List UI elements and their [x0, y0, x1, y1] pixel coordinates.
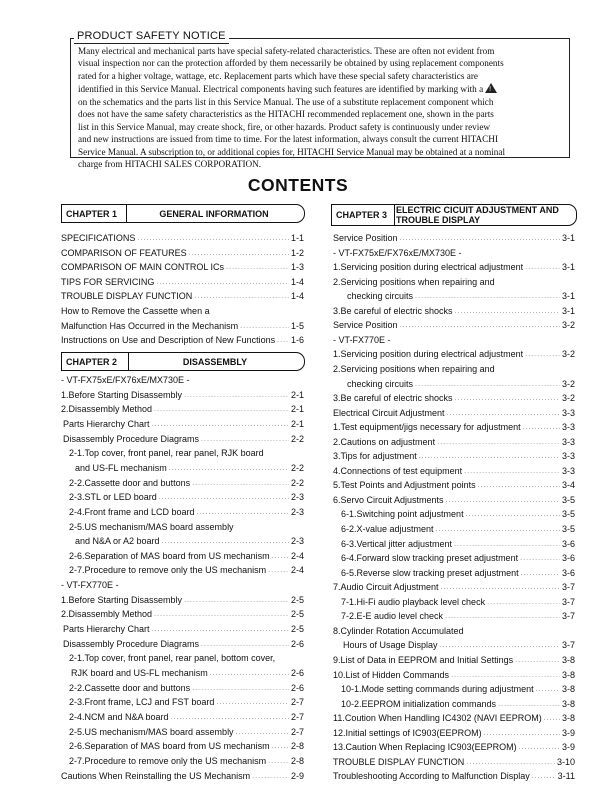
chapter-2-number: CHAPTER 2: [62, 353, 129, 370]
toc-entry-label: TROUBLE DISPLAY FUNCTION: [333, 756, 465, 767]
toc-entry-label: 1.Before Starting Disassembly: [61, 389, 183, 400]
toc-entry: [333, 699, 575, 711]
toc-entry-label: 6.Servo Circuit Adjustments: [333, 494, 444, 505]
safety-notice-line: Service Manual. A subscription to, or additional copies for, HITACHI Service Manual may be obtained at a nominal: [78, 146, 506, 157]
toc-entry-page: 3-2: [561, 320, 575, 331]
toc-entry-label: 2-4.NCM and N&A board: [69, 711, 169, 722]
toc-entry: [333, 437, 575, 449]
toc-entry-label: 4.Connections of test equipment: [333, 465, 463, 476]
toc-entry-page: 3-5: [561, 509, 575, 520]
toc-entry-page: 2-5: [290, 594, 304, 605]
warning-triangle-icon: [485, 83, 497, 93]
toc-leader-dots: [137, 237, 289, 243]
toc-entry-label: 7-2.E-E audio level check: [341, 611, 444, 622]
toc-leader-dots: [419, 455, 560, 461]
toc-leader-dots: [455, 310, 560, 316]
toc-entry-page: 3-8: [561, 684, 575, 695]
toc-entry: [333, 248, 575, 260]
toc-leader-dots: [523, 426, 560, 432]
toc-entry-page: 2-6: [290, 682, 304, 693]
toc-entry-label: 6-5.Reverse slow tracking preset adjustment: [341, 567, 519, 578]
toc-leader-dots: [536, 688, 560, 694]
toc-leader-dots: [162, 540, 289, 546]
toc-entry: [61, 697, 304, 709]
toc-entry: [61, 321, 304, 333]
toc-entry: [333, 582, 575, 594]
toc-leader-dots: [519, 746, 560, 752]
toc-leader-dots: [520, 557, 560, 563]
toc-entry: [333, 364, 575, 376]
toc-entry: [61, 522, 304, 534]
safety-notice-line: rated for a higher voltage, wattage, etc. Replacement parts which have these special safety characteristics are: [78, 70, 478, 81]
safety-notice-line: charge from HITACHI SALES CORPORATION.: [78, 159, 262, 170]
toc-entry-label: Malfunction Has Occurred in the Mechanism: [61, 320, 239, 331]
safety-notice-title: PRODUCT SAFETY NOTICE: [74, 29, 229, 44]
toc-entry-label: Disassembly Procedure Diagrams: [63, 433, 200, 444]
toc-entry-page: 3-1: [561, 262, 575, 273]
toc-entry: [333, 742, 575, 754]
toc-entry-label: 2-7.Procedure to remove only the US mechanism: [69, 565, 267, 576]
chapter-2-title: DISASSEMBLY: [182, 356, 248, 367]
toc-leader-dots: [184, 599, 289, 605]
toc-leader-dots: [154, 408, 289, 414]
toc-entry-label: TROUBLE DISPLAY FUNCTION: [61, 291, 193, 302]
safety-notice-line: Many electrical and mechanical parts have special safety-related characteristics. These are often not evident from: [78, 46, 495, 56]
toc-entry-label: 6-4.Forward slow tracking preset adjustment: [341, 553, 519, 564]
chapter-3-header: [331, 204, 577, 226]
toc-entry-label: 2.Disassembly Method: [61, 404, 153, 415]
toc-entry-label: 9.List of Data in EEPROM and Initial Settings: [333, 654, 514, 665]
toc-entry: [61, 335, 304, 347]
toc-leader-dots: [464, 470, 560, 476]
toc-entry: [333, 640, 575, 652]
chapter-1-number: CHAPTER 1: [62, 205, 127, 222]
toc-leader-dots: [154, 613, 289, 619]
toc-entry-label: 7-1.Hi-Fi audio playback level check: [341, 596, 486, 607]
toc-entry-label: 2-2.Cassette door and buttons: [69, 682, 191, 693]
toc-entry-page: 2-2: [290, 462, 304, 473]
toc-entry: [333, 509, 575, 521]
chapter-1-header: [61, 204, 305, 223]
toc-entry: [61, 248, 304, 260]
toc-entry: [61, 595, 304, 607]
toc-leader-dots: [192, 482, 289, 488]
toc-entry-label: Parts Hierarchy Chart: [63, 624, 150, 635]
toc-entry: [333, 408, 575, 420]
toc-leader-dots: [454, 543, 560, 549]
toc-entry-label: 2-3.Front frame, LCJ and FST board: [69, 697, 215, 708]
toc-entry-label: Service Position: [333, 233, 398, 243]
toc-entry-label: 1.Test equipment/jigs necessary for adjustment: [333, 422, 521, 433]
toc-entry-label: 2-3.STL or LED board: [69, 492, 157, 503]
toc-entry-label: - VT-FX75xE/FX76xE/MX730E -: [61, 375, 190, 385]
toc-entry-page: 2-1: [290, 389, 304, 400]
toc-entry-label: 1.Before Starting Disassembly: [61, 594, 183, 605]
toc-entry: [333, 771, 575, 783]
toc-entry: [333, 611, 575, 623]
safety-notice-line: and new instructions are issued from time to time. For the latest information, always consult the current HITACHI: [78, 134, 499, 145]
toc-entry-page: 3-8: [561, 654, 575, 665]
toc-entry: [61, 507, 304, 519]
toc-entry-label: SPECIFICATIONS: [61, 233, 136, 243]
toc-entry: [61, 609, 304, 621]
toc-entry-label: 10-1.Mode setting commands during adjustment: [341, 684, 534, 695]
toc-entry-label: Troubleshooting According to Malfunction Display: [333, 771, 530, 782]
toc-leader-dots: [447, 412, 560, 418]
toc-entry-page: 1-3: [290, 262, 304, 273]
toc-entry-page: 3-7: [561, 640, 575, 651]
chapter-3-number: CHAPTER 3: [332, 205, 395, 225]
toc-entry: [61, 434, 304, 446]
toc-entry-page: 2-7: [290, 697, 304, 708]
toc-entry-page: 2-6: [290, 638, 304, 649]
toc-entry-label: 6-3.Vertical jitter adjustment: [341, 538, 453, 549]
safety-notice-line: visual inspection nor can the protection afforded by them necessarily be obtained by using replacement components: [78, 58, 504, 69]
toc-entry-label: 12.Initial settings of IC903(EEPROM): [333, 727, 482, 738]
toc-entry-page: 3-7: [561, 596, 575, 607]
toc-leader-dots: [451, 674, 560, 680]
toc-leader-dots: [226, 266, 289, 272]
toc-leader-dots: [544, 717, 560, 723]
chapter-3-title-line2: TROUBLE DISPLAY: [396, 215, 481, 225]
chapter-2-header: [61, 352, 305, 371]
toc-entry-page: 1-4: [290, 276, 304, 287]
toc-entry: [61, 668, 304, 680]
toc-leader-dots: [440, 644, 560, 650]
toc-entry: [61, 653, 304, 665]
toc-entry: [61, 419, 304, 431]
toc-entry-page: 2-8: [290, 741, 304, 752]
toc-entry-label: - VT-FX770E -: [333, 334, 391, 345]
toc-entry-label: checking circuits: [347, 291, 414, 302]
toc-leader-dots: [152, 628, 289, 634]
toc-entry: [333, 466, 575, 478]
toc-entry-page: 2-3: [290, 536, 304, 547]
toc-entry-label: and N&A or A2 board: [75, 536, 160, 547]
toc-entry-label: Instructions on Use and Description of New Functions: [61, 335, 276, 346]
toc-entry-page: 1-2: [290, 247, 304, 258]
toc-entry-page: 2-6: [290, 668, 304, 678]
toc-entry-page: 3-8: [561, 669, 575, 680]
toc-leader-dots: [210, 672, 289, 678]
toc-entry: [61, 404, 304, 416]
toc-entry-label: 10-2.EEPROM initialization commands: [341, 698, 497, 709]
toc-entry-page: 3-5: [561, 494, 575, 505]
toc-entry-page: 2-1: [290, 418, 304, 429]
toc-entry: [333, 349, 575, 361]
safety-notice-line: list in this Service Manual, may create shock, fire, or other hazards. Product safety is continuously under review: [78, 121, 491, 132]
toc-entry: [333, 393, 575, 405]
toc-entry-label: TIPS FOR SERVICING: [61, 276, 155, 287]
toc-leader-dots: [415, 383, 560, 389]
toc-entry-page: 1-6: [290, 335, 304, 346]
toc-entry-page: 3-3: [561, 465, 575, 476]
toc-leader-dots: [159, 496, 289, 502]
toc-leader-dots: [498, 703, 560, 709]
toc-entry: [333, 306, 575, 318]
toc-leader-dots: [466, 513, 560, 519]
contents-title: CONTENTS: [247, 175, 349, 195]
toc-entry-page: 2-7: [290, 726, 304, 737]
toc-entry: [333, 757, 575, 769]
toc-entry-label: Disassembly Procedure Diagrams: [63, 638, 200, 649]
toc-leader-dots: [525, 266, 560, 272]
toc-leader-dots: [171, 716, 289, 722]
toc-entry: [61, 291, 304, 303]
toc-leader-dots: [236, 731, 289, 737]
toc-entry-page: 2-2: [290, 477, 304, 488]
toc-leader-dots: [194, 295, 289, 301]
toc-entry-label: 5.Test Points and Adjustment points: [333, 480, 476, 491]
toc-leader-dots: [272, 745, 289, 751]
toc-leader-dots: [252, 775, 289, 781]
toc-entry: [61, 683, 304, 695]
toc-entry-label: and US-FL mechanism: [75, 462, 167, 473]
toc-leader-dots: [400, 237, 560, 243]
toc-entry: [61, 492, 304, 504]
toc-entry: [333, 524, 575, 536]
toc-leader-dots: [197, 511, 289, 517]
toc-leader-dots: [521, 572, 560, 578]
toc-entry-page: 3-9: [561, 727, 575, 738]
toc-entry-page: 1-4: [290, 291, 304, 302]
toc-entry-page: 2-5: [290, 624, 304, 635]
toc-leader-dots: [268, 569, 289, 575]
toc-entry-page: 3-6: [561, 567, 575, 578]
chapter-3-title-line1: ELECTRIC CICUIT ADJUSTMENT AND: [396, 205, 559, 215]
safety-notice-line: does not have the same safety characteristics as the HITACHI recommended replacement one, shown in the parts: [78, 109, 494, 120]
toc-entry: [333, 262, 575, 274]
toc-leader-dots: [525, 353, 560, 359]
toc-entry: [61, 306, 304, 318]
toc-entry: [333, 233, 575, 245]
toc-entry-label: 1.Servicing position during electrical adjustment: [333, 262, 524, 273]
toc-entry: [333, 291, 575, 303]
toc-entry: [61, 639, 304, 651]
toc-entry-label: 10.List of Hidden Commands: [333, 669, 450, 680]
toc-entry-label: 6-2.X-value adjustment: [341, 524, 434, 534]
toc-entry: [61, 624, 304, 636]
toc-entry-page: 2-8: [290, 755, 304, 766]
toc-entry: [61, 463, 304, 475]
toc-entry: [333, 277, 575, 289]
toc-leader-dots: [184, 394, 289, 400]
toc-entry-label: 8.Cylinder Rotation Accumulated: [333, 625, 464, 636]
toc-entry-page: 2-3: [290, 506, 304, 517]
toc-leader-dots: [437, 441, 560, 447]
toc-entry-label: Service Position: [333, 320, 398, 331]
toc-leader-dots: [478, 484, 560, 490]
toc-entry-label: COMPARISON OF FEATURES: [61, 247, 187, 258]
toc-entry: [61, 551, 304, 563]
toc-entry: [61, 727, 304, 739]
toc-entry-page: 1-5: [290, 320, 304, 331]
toc-entry: [61, 277, 304, 289]
toc-entry-label: checking circuits: [347, 378, 414, 389]
toc-entry-label: 3.Tips for adjustment: [333, 451, 417, 462]
toc-entry-page: 3-3: [561, 407, 575, 418]
toc-leader-dots: [268, 760, 289, 766]
toc-entry-label: 7.Audio Circuit Adjustment: [333, 582, 439, 593]
toc-entry-label: 2-4.Front frame and LCD board: [69, 506, 195, 517]
toc-entry-label: 6-1.Switching point adjustment: [341, 509, 464, 520]
toc-entry-label: 2-5.US mechanism/MAS board assembly: [69, 521, 234, 532]
toc-entry-page: 3-3: [561, 451, 575, 462]
toc-entry-label: RJK board and US-FL mechanism: [71, 668, 208, 678]
toc-entry-label: 2.Disassembly Method: [61, 609, 153, 620]
toc-leader-dots: [455, 397, 560, 403]
toc-entry: [333, 539, 575, 551]
safety-notice-body: [78, 45, 562, 171]
toc-entry: [333, 451, 575, 463]
toc-entry-label: 13.Caution When Replacing IC903(EEPROM): [333, 742, 517, 753]
toc-entry-page: 2-2: [290, 433, 304, 444]
toc-entry-page: 3-10: [556, 756, 575, 767]
toc-entry-page: 3-1: [561, 233, 575, 243]
toc-entry-page: 3-9: [561, 742, 575, 753]
toc-entry-label: COMPARISON OF MAIN CONTROL ICs: [61, 262, 225, 273]
toc-entry-label: Cautions When Reinstalling the US Mechanism: [61, 770, 251, 781]
toc-leader-dots: [466, 761, 555, 767]
toc-leader-dots: [446, 499, 560, 505]
toc-entry-label: - VT-FX770E -: [61, 580, 119, 591]
toc-leader-dots: [189, 252, 289, 258]
toc-entry: [333, 495, 575, 507]
toc-entry-label: 3.Be careful of electric shocks: [333, 393, 453, 404]
toc-entry: [333, 335, 575, 347]
toc-leader-dots: [487, 601, 560, 607]
toc-leader-dots: [156, 281, 289, 287]
toc-entry: [61, 565, 304, 577]
toc-entry-label: 2-6.Separation of MAS board from US mechanism: [69, 550, 270, 561]
toc-entry-page: 3-8: [561, 713, 575, 724]
toc-leader-dots: [400, 324, 560, 330]
toc-entry-page: 3-2: [561, 378, 575, 389]
toc-entry-page: 3-5: [561, 524, 575, 534]
toc-leader-dots: [240, 325, 289, 331]
toc-entry: [333, 480, 575, 492]
toc-entry: [61, 448, 304, 460]
toc-entry: [61, 375, 304, 387]
toc-entry-page: 3-2: [561, 349, 575, 360]
toc-entry: [61, 233, 304, 245]
toc-entry-label: 2-1.Top cover, front panel, rear panel, RJK board: [69, 448, 264, 459]
toc-entry-page: 3-3: [561, 422, 575, 433]
toc-entry-page: 2-1: [290, 404, 304, 415]
safety-notice-line: on the schematics and the parts list in this Service Manual. The use of a substitute replacement component which: [78, 96, 494, 107]
toc-leader-dots: [152, 423, 289, 429]
toc-entry-label: 3.Be careful of electric shocks: [333, 305, 453, 316]
toc-entry-page: 3-7: [561, 611, 575, 622]
toc-entry-label: 2-5.US mechanism/MAS board assembly: [69, 726, 234, 737]
toc-entry-page: 3-4: [561, 480, 575, 491]
toc-entry-label: 2-1.Top cover, front panel, rear panel, bottom cover,: [69, 653, 276, 664]
toc-entry-label: 11.Coution When Handling IC4302 (NAVI EEPROM): [333, 713, 542, 724]
toc-entry-page: 3-1: [561, 305, 575, 316]
toc-entry-page: 2-3: [290, 492, 304, 503]
toc-entry: [61, 771, 304, 783]
toc-entry-label: How to Remove the Cassette when a: [61, 306, 210, 316]
toc-entry: [61, 741, 304, 753]
toc-entry-page: 2-9: [290, 770, 304, 781]
toc-entry: [333, 379, 575, 391]
toc-entry: [333, 728, 575, 740]
chapter-1-title: GENERAL INFORMATION: [159, 208, 269, 219]
toc-entry-label: - VT-FX75xE/FX76xE/MX730E -: [333, 247, 462, 258]
safety-notice-line: identified in this Service Manual. Electrical components having such features are identified by marking with a!: [78, 82, 562, 95]
toc-entry-label: 2.Cautions on adjustment: [333, 436, 436, 447]
toc-entry: [333, 655, 575, 667]
toc-entry: [61, 712, 304, 724]
toc-entry-page: 2-4: [290, 550, 304, 561]
toc-entry-page: 1-1: [290, 233, 304, 243]
toc-entry: [333, 597, 575, 609]
toc-entry-page: 2-4: [290, 565, 304, 576]
toc-entry-page: 3-11: [557, 771, 575, 782]
toc-leader-dots: [445, 615, 560, 621]
toc-leader-dots: [436, 528, 560, 534]
toc-entry-page: 3-6: [561, 538, 575, 549]
toc-entry: [333, 684, 575, 696]
toc-entry-label: 2.Servicing positions when repairing and: [333, 363, 495, 374]
toc-leader-dots: [415, 295, 560, 301]
toc-entry: [333, 670, 575, 682]
toc-entry-label: 2-6.Separation of MAS board from US mechanism: [69, 741, 270, 752]
toc-leader-dots: [192, 687, 289, 693]
toc-entry-label: 2-2.Cassette door and buttons: [69, 477, 191, 488]
toc-entry: [61, 262, 304, 274]
toc-entry-page: 3-3: [561, 436, 575, 447]
toc-entry-label: 2-7.Procedure to remove only the US mechanism: [69, 755, 267, 766]
toc-entry: [61, 580, 304, 592]
toc-entry: [61, 536, 304, 548]
toc-entry: [61, 756, 304, 768]
toc-entry-label: Parts Hierarchy Chart: [63, 418, 150, 429]
toc-entry-label: 1.Servicing position during electrical adjustment: [333, 349, 524, 360]
toc-entry: [333, 626, 575, 638]
toc-entry-page: 3-7: [561, 582, 575, 593]
toc-entry-label: 2.Servicing positions when repairing and: [333, 276, 495, 287]
toc-leader-dots: [201, 643, 289, 649]
toc-leader-dots: [515, 659, 560, 665]
toc-entry-page: 3-2: [561, 393, 575, 404]
toc-entry: [333, 568, 575, 580]
toc-entry-page: 2-5: [290, 609, 304, 620]
toc-leader-dots: [272, 555, 289, 561]
toc-entry: [61, 390, 304, 402]
toc-entry-page: 3-1: [561, 291, 575, 302]
toc-leader-dots: [201, 438, 289, 444]
toc-leader-dots: [277, 339, 289, 345]
toc-entry-label: Hours of Usage Display: [343, 640, 438, 651]
toc-leader-dots: [169, 467, 289, 473]
toc-entry: [333, 713, 575, 725]
toc-leader-dots: [216, 701, 289, 707]
toc-entry: [333, 422, 575, 434]
toc-leader-dots: [532, 775, 556, 781]
chapter-3-title: [396, 205, 576, 225]
toc-entry-page: 3-6: [561, 553, 575, 564]
toc-leader-dots: [441, 586, 560, 592]
toc-entry: [61, 478, 304, 490]
toc-entry-label: Electrical Circuit Adjustment: [333, 407, 445, 418]
toc-entry-page: 3-8: [561, 698, 575, 709]
toc-entry: [333, 553, 575, 565]
toc-entry: [333, 320, 575, 332]
toc-entry-page: 2-7: [290, 711, 304, 722]
toc-leader-dots: [484, 732, 560, 738]
